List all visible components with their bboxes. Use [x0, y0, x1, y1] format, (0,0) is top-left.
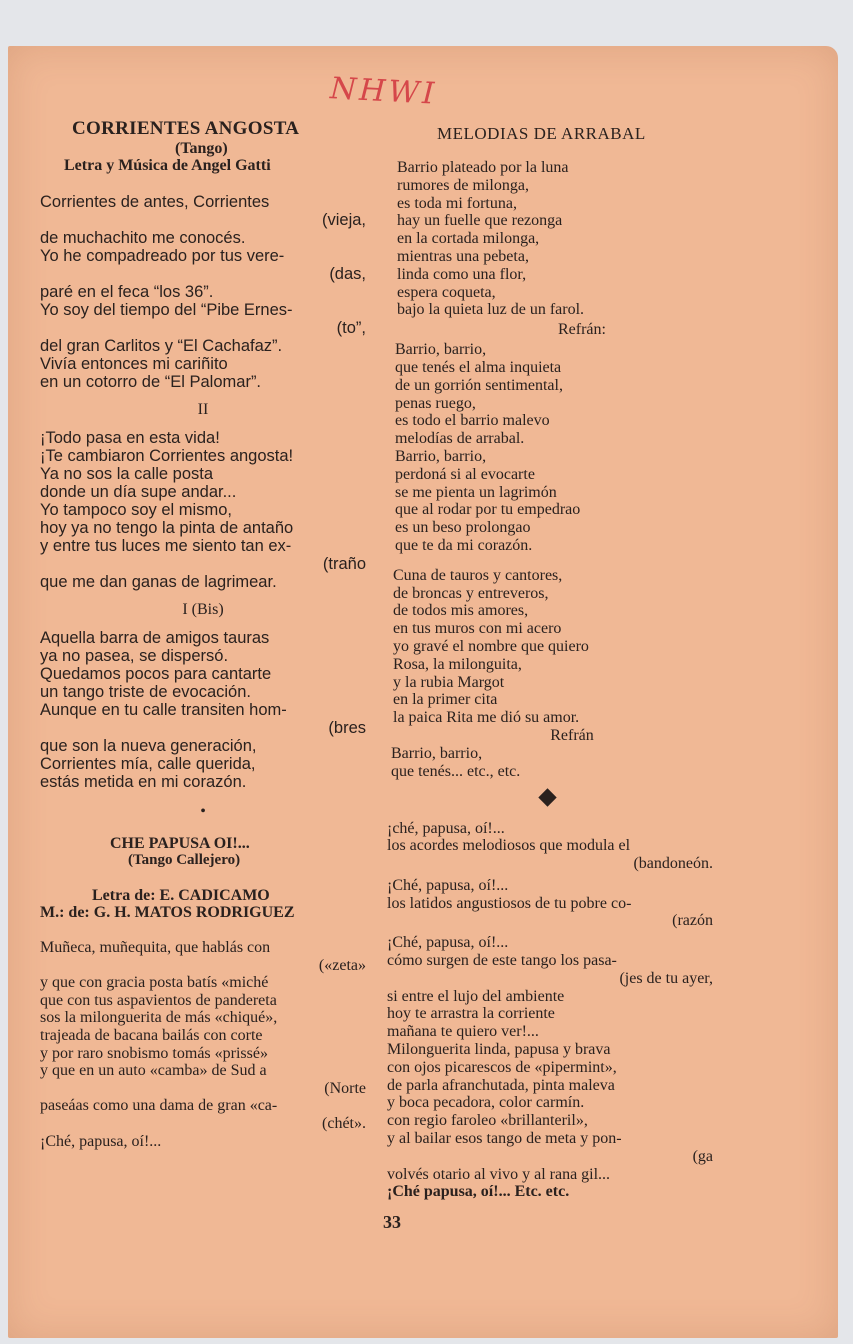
verse-line: (vieja, [321, 211, 366, 229]
verse-line: mientras una pebeta, [397, 247, 529, 265]
verse-line: Rosa, la milonguita, [393, 655, 522, 673]
handwritten-scribble: NHWI [329, 71, 438, 112]
verse-line: un tango triste de evocación. [40, 683, 251, 701]
verse-line: la paica Rita me dió su amor. [393, 709, 580, 727]
verse-stanza-r2 [387, 341, 717, 555]
verse-line: y boca pecadora, color carmín. [387, 1094, 585, 1112]
verse-line: y al bailar esos tango de meta y pon- [387, 1130, 622, 1148]
verse-line: Cuna de tauros y cantores, [393, 566, 563, 584]
verse-line: en un cotorro de “El Palomar”. [40, 373, 262, 391]
verse-line: es toda mi fortuna, [397, 194, 517, 212]
verse-line: (bres [328, 719, 366, 737]
verse-line: rumores de milonga, [397, 176, 529, 194]
verse-stanza-4 [40, 939, 366, 1150]
verse-line: trajeada de bacana bailás con corte [40, 1026, 263, 1044]
verse-stanza-r3 [387, 567, 717, 727]
verse-line: Muñeca, muñequita, que hablás con [40, 939, 271, 956]
verse-line: paré en el feca “los 36”. [40, 283, 214, 301]
verse-line: sos la milonguerita de más «chiqué», [40, 1009, 278, 1027]
song-subtitle-corrientes: (Tango) [175, 140, 228, 157]
verse-line: que tenés el alma inquieta [395, 358, 562, 376]
diamond-ornament-icon [538, 788, 556, 806]
verse-line: que te da mi corazón. [395, 536, 533, 554]
song-author-corrientes: Letra y Música de Angel Gatti [64, 157, 271, 174]
verse-line: donde un día supe andar... [40, 483, 237, 501]
verse-line: y entre tus luces me siento tan ex- [40, 537, 292, 555]
song-title-che-papusa: CHE PAPUSA OI!... [110, 835, 250, 852]
verse-line: Yo tampoco soy el mismo, [40, 501, 232, 519]
verse-line: Barrio, barrio, [391, 744, 483, 762]
section-heading-i-bis: I (Bis) [182, 601, 224, 618]
verse-line: (to”, [336, 319, 366, 337]
verse-line: de muchachito me conocés. [40, 229, 246, 247]
verse-line: Aunque en tu calle transiten hom- [40, 701, 287, 719]
verse-line: ¡Ché, papusa, oí!... [387, 934, 509, 952]
verse-line: en la cortada milonga, [397, 230, 540, 248]
verse-line: linda como una flor, [397, 265, 527, 283]
verse-line: los acordes melodiosos que modula el [387, 837, 631, 855]
verse-line: y que con gracia posta batís «miché [40, 974, 269, 992]
verse-line: volvés otario al vivo y al rana gil... [387, 1165, 611, 1183]
verse-line: ¡ché, papusa, oí!... [387, 819, 505, 837]
section-heading-ii: II [197, 401, 209, 418]
verse-line: Aquella barra de amigos tauras [40, 629, 270, 647]
verse-line: melodías de arrabal. [395, 430, 525, 448]
verse-line: (traño [322, 555, 366, 573]
verse-line: bajo la quieta luz de un farol. [397, 301, 585, 319]
verse-line: hay un fuelle que rezonga [397, 212, 563, 230]
verse-line: y que en un auto «camba» de Sud a [40, 1062, 267, 1080]
verse-line: espera coqueta, [397, 283, 496, 301]
left-column [40, 118, 366, 1150]
verse-line: (bandoneón. [633, 855, 713, 873]
verse-line: si entre el lujo del ambiente [387, 987, 565, 1005]
verse-line: es un beso prolongao [395, 519, 531, 537]
verse-line: que tenés... etc., etc. [391, 762, 521, 780]
verse-line: es todo el barrio malevo [395, 412, 550, 430]
verse-line: del gran Carlitos y “El Cachafaz”. [40, 337, 283, 355]
verse-line: con ojos picarescos de «pipermint», [387, 1058, 617, 1076]
verse-line: Yo he compadreado por tus vere- [40, 247, 285, 265]
verse-line: («zeta» [318, 956, 366, 974]
composer-credit: M.: de: G. H. MATOS RODRIGUEZ [40, 904, 295, 921]
song-subtitle-che-papusa: (Tango Callejero) [128, 852, 241, 868]
right-column [387, 124, 717, 1201]
verse-line: cómo surgen de este tango los pasa- [387, 952, 617, 970]
verse-stanza-r4 [387, 745, 717, 781]
verse-line: (razón [672, 912, 713, 930]
verse-line: que al rodar por tu empedrao [395, 501, 581, 519]
verse-line: Quedamos pocos para cantarte [40, 665, 272, 683]
verse-line: en la primer cita [393, 691, 498, 709]
verse-line: ya no pasea, se dispersó. [40, 647, 229, 665]
refran-label: Refrán [550, 726, 594, 744]
verse-line: ¡Todo pasa en esta vida! [40, 429, 220, 447]
verse-line: de broncas y entreveros, [393, 584, 549, 602]
verse-line: ¡Te cambiaron Corrientes angosta! [40, 447, 294, 465]
verse-stanza-r1 [387, 159, 717, 319]
verse-line: Corrientes de antes, Corrientes [40, 193, 270, 211]
verse-line: hoy ya no tengo la pinta de antaño [40, 519, 294, 537]
verse-line: que son la nueva generación, [40, 737, 257, 755]
verse-stanza-2 [40, 429, 366, 591]
verse-line: (chét». [322, 1114, 366, 1132]
song-title-corrientes: CORRIENTES ANGOSTA [72, 118, 300, 139]
verse-stanza-1 [40, 193, 366, 391]
verse-line: paseáas como una dama de gran «ca- [40, 1097, 278, 1115]
verse-line: y la rubia Margot [393, 673, 505, 691]
verse-line: (Norte [324, 1079, 366, 1097]
section-bullet: • [200, 803, 206, 820]
verse-line: estás metida en mi corazón. [40, 773, 247, 791]
verse-line: en tus muros con mi acero [393, 620, 562, 638]
refran-label: Refrán: [558, 321, 606, 339]
verse-line: con regio faroleo «brillanteril», [387, 1112, 588, 1130]
verse-line: Milonguerita linda, papusa y brava [387, 1041, 611, 1059]
verse-line: y por raro snobismo tomás «prissé» [40, 1044, 268, 1062]
verse-line: Barrio, barrio, [395, 341, 487, 359]
verse-line: (jes de tu ayer, [619, 969, 713, 987]
verse-line: yo gravé el nombre que quiero [393, 637, 589, 655]
verse-stanza-3 [40, 629, 366, 791]
verse-line: de todos mis amores, [393, 602, 529, 620]
verse-line: ¡Ché papusa, oí!... Etc. etc. [387, 1183, 570, 1201]
verse-line: Vivía entonces mi cariñito [40, 355, 228, 373]
song-title-melodias: MELODIAS DE ARRABAL [437, 124, 646, 143]
verse-line: Ya no sos la calle posta [40, 465, 214, 483]
verse-line: penas ruego, [395, 394, 476, 412]
verse-stanza-r5 [387, 820, 713, 1202]
verse-line: que con tus aspavientos de pandereta [40, 991, 277, 1009]
verse-line: (das, [329, 265, 366, 283]
verse-line: que me dan ganas de lagrimear. [40, 573, 277, 591]
verse-line: Yo soy del tiempo del “Pibe Ernes- [40, 301, 293, 319]
verse-line: de un gorrión sentimental, [395, 376, 563, 394]
verse-line: los latidos angustiosos de tu pobre co- [387, 894, 632, 912]
song-authors-che-papusa [40, 887, 366, 921]
verse-line: hoy te arrastra la corriente [387, 1005, 555, 1023]
verse-line: perdoná si al evocarte [395, 465, 535, 483]
verse-line: Barrio, barrio, [395, 447, 487, 465]
verse-line: mañana te quiero ver!... [387, 1023, 539, 1041]
verse-line: de parla afranchutada, pinta maleva [387, 1076, 615, 1094]
verse-line: Corrientes mía, calle querida, [40, 755, 256, 773]
verse-line: (ga [692, 1147, 713, 1165]
page-number: 33 [383, 1212, 401, 1232]
verse-line: ¡Ché, papusa, oí!... [387, 876, 509, 894]
verse-line: se me pienta un lagrimón [395, 483, 557, 501]
verse-line: Barrio plateado por la luna [397, 159, 569, 176]
lyricist-credit: Letra de: E. CADICAMO [92, 887, 270, 904]
verse-line: ¡Ché, papusa, oí!... [40, 1132, 162, 1150]
